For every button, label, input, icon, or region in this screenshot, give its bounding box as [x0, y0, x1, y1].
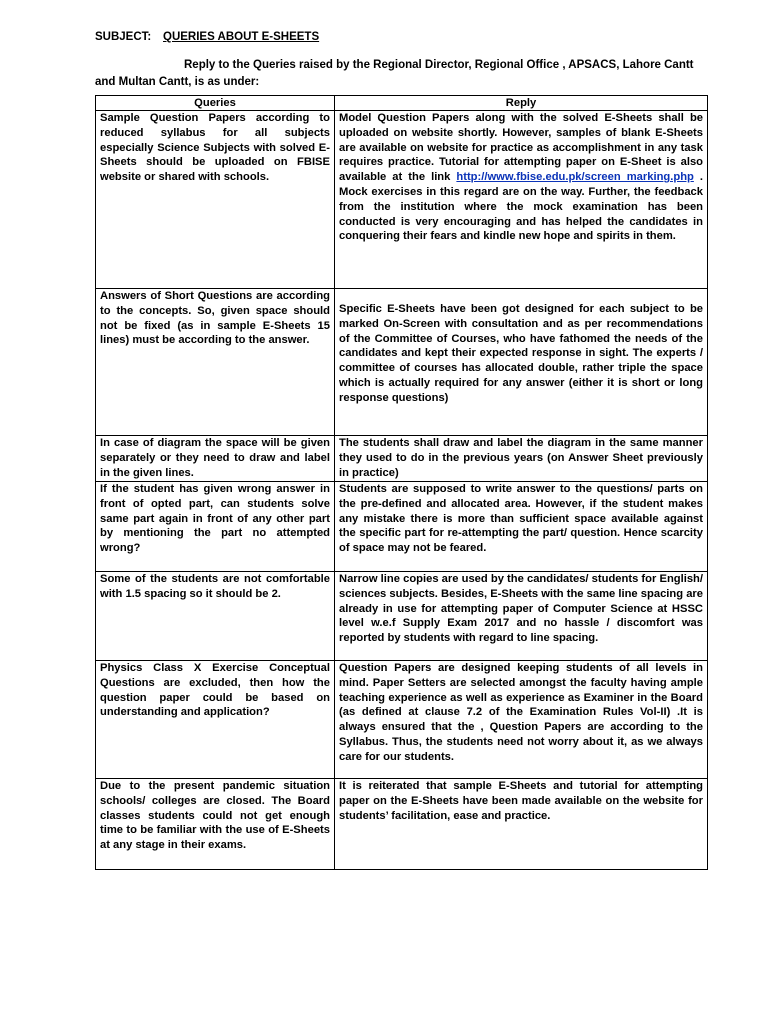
reply-text-start: Model Question Papers along with the solved E-Sheets shall be uploaded on website shortly. However, samples of blank E-Sheets are available on website for practice as accomplishment in any task requires practice. Tutorial for attempting paper on E-Sheet is also available at the link: [339, 112, 703, 184]
reply-header: Reply: [335, 96, 708, 111]
reply-text: The students shall draw and label the diagram in the same manner they used to do in the previous years (on Answer Sheet previously in practice): [339, 437, 703, 479]
queries-header: Queries: [96, 96, 335, 111]
query-text: Sample Question Papers according to reduced syllabus for all subjects especially Science Subjects with solved E-Sheets should be uploaded on FBISE website or shared with schools.: [100, 112, 330, 184]
reply-cell: [335, 482, 708, 572]
subject-line: [95, 30, 716, 44]
reply-cell: [335, 779, 708, 870]
query-text: Answers of Short Questions are according to the concepts. So, given space should not be fixed (as in sample E-Sheets 15 lines) must be according to the answer.: [100, 290, 330, 347]
reply-cell: [335, 436, 708, 482]
reply-cell: [335, 661, 708, 779]
table-row: [96, 436, 708, 482]
query-text: In case of diagram the space will be given separately or they need to draw and label in the given lines.: [100, 437, 330, 479]
screen-marking-link[interactable]: http://www.fbise.edu.pk/screen marking.php: [456, 171, 694, 184]
table-row: [96, 111, 708, 289]
query-cell: [96, 111, 335, 289]
table-header-row: [96, 96, 708, 111]
table-row: [96, 572, 708, 661]
query-text: If the student has given wrong answer in front of opted part, can students solve same part again in front of any other part by mentioning the part no attempted wrong?: [100, 483, 330, 555]
table-row: [96, 482, 708, 572]
queries-table: [95, 95, 708, 870]
reply-text: It is reiterated that sample E-Sheets and tutorial for attempting paper on the E-Sheets have been made available on the website for students’ facilitation, ease and practice.: [339, 780, 703, 822]
reply-text: Narrow line copies are used by the candidates/ students for English/ sciences subjects. Besides, E-Sheets with the same line spacing are already in use for attempting paper of Computer Science at HSSC level w.e.f Supply Exam 2017 and no hassle / discomfort was reported by students with regard to line spacing.: [339, 573, 703, 645]
reply-text: Students are supposed to write answer to the questions/ parts on the pre-defined and allocated area. However, if the student makes any mistake there is more than sufficient space available against the specific part for re-attempting the part/ question. Hence scarcity of space may not be feared.: [339, 483, 703, 555]
query-cell: [96, 436, 335, 482]
query-cell: [96, 779, 335, 870]
reply-text: Specific E-Sheets have been got designed for each subject to be marked On-Screen with consultation and as per recommendations of the Committee of Courses, who have fathomed the needs of the candidates and kept their expected response in sight. The experts / committee of courses has allocated double, rather triple the space which is actually required for any answer (either it is short or long response questions): [339, 303, 703, 404]
query-text: Physics Class X Exercise Conceptual Questions are excluded, then how the question paper could be based on understanding and application?: [100, 662, 330, 719]
reply-cell: [335, 111, 708, 289]
query-text: Some of the students are not comfortable with 1.5 spacing so it should be 2.: [100, 573, 330, 600]
query-cell: [96, 482, 335, 572]
reply-text-end: . Mock exercises in this regard are on the way. Further, the feedback from the institution where the mock examination has been conducted is very encouraging and has helped the candidates in conquering their fears and kindle new hope and spirits in them.: [339, 171, 704, 243]
table-row: [96, 779, 708, 870]
query-cell: [96, 289, 335, 436]
intro-paragraph: Reply to the Queries raised by the Regional Director, Regional Office , APSACS, Lahore Cantt and Multan Cantt, is as under:: [95, 59, 694, 88]
query-cell: [96, 572, 335, 661]
subject-label: SUBJECT:: [95, 31, 152, 43]
subject-title: QUERIES ABOUT E-SHEETS: [163, 31, 320, 43]
reply-text: [339, 111, 703, 244]
query-text: Due to the present pandemic situation schools/ colleges are closed. The Board classes students could not get enough time to be familiar with the use of E-Sheets at any stage in their exams.: [100, 780, 330, 852]
reply-cell: [335, 289, 708, 436]
table-row: [96, 289, 708, 436]
reply-cell: [335, 572, 708, 661]
table-row: [96, 661, 708, 779]
reply-text: Question Papers are designed keeping students of all levels in mind. Paper Setters are selected amongst the faculty having ample teaching experience as well as experience as Examiner in the Board (as defined at clause 7.2 of the Examination Rules Vol-II) .It is always ensured that the , Question Papers are according to the Syllabus. Thus, the students need not worry about it, as we always care for our students.: [339, 662, 703, 763]
query-cell: [96, 661, 335, 779]
